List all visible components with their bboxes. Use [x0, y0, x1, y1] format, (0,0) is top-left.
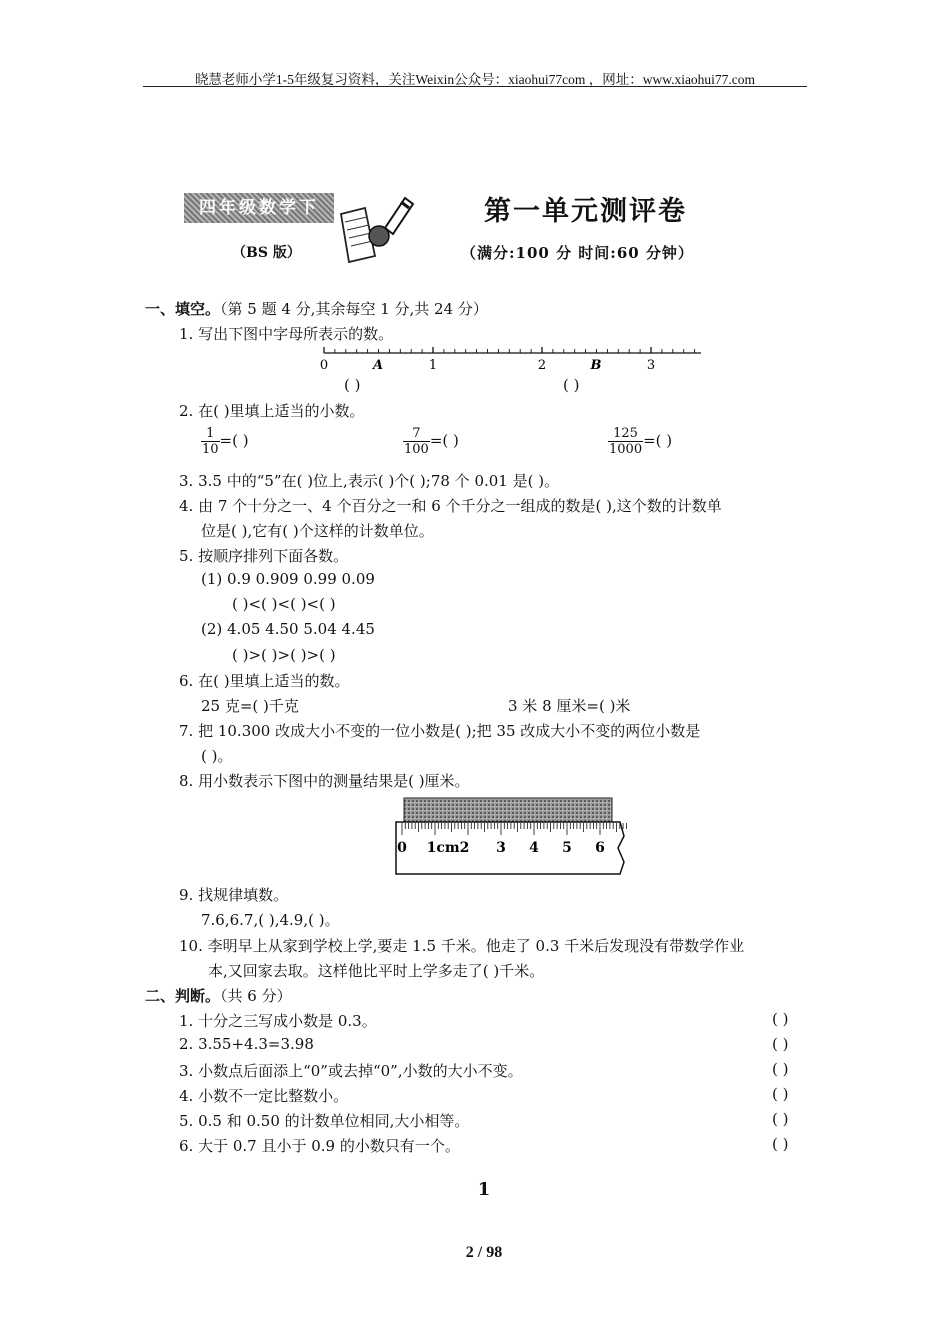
nl-label-3: 3 — [646, 358, 656, 373]
question-9: 9. 找规律填数。 — [179, 886, 289, 904]
nl-label-0: 0 — [319, 358, 329, 373]
question-7-line-2[interactable]: ( )。 — [201, 747, 233, 765]
edition-label: （BS 版） — [232, 245, 301, 261]
ruler-label-4: 4 — [529, 840, 539, 856]
judge-item-1: 1. 十分之三写成小数是 0.3。 — [179, 1012, 377, 1030]
judge-box-4[interactable]: ( ) — [772, 1085, 789, 1103]
judge-box-1[interactable]: ( ) — [772, 1010, 789, 1028]
section-2-note: （共 6 分） — [220, 987, 292, 1005]
header-divider — [143, 86, 807, 87]
judge-item-4: 4. 小数不一定比整数小。 — [179, 1087, 349, 1105]
q2-item-1 — [201, 426, 249, 457]
judge-item-6: 6. 大于 0.7 且小于 0.9 的小数只有一个。 — [179, 1137, 460, 1155]
question-8: 8. 用小数表示下图中的测量结果是( )厘米。 — [179, 772, 470, 790]
judge-box-6[interactable]: ( ) — [772, 1135, 789, 1153]
question-4-line-2: 位是( ),它有( )个这样的计数单位。 — [201, 522, 434, 540]
ruler-label-6: 6 — [595, 840, 605, 856]
q2-answer-3[interactable]: =( ) — [643, 431, 673, 450]
nl-label-2: 2 — [537, 358, 547, 373]
judge-item-2: 2. 3.55+4.3=3.98 — [179, 1035, 314, 1053]
numerator: 1 — [201, 426, 220, 442]
question-3: 3. 3.5 中的“5”在( )位上,表示( )个( );78 个 0.01 是( )。 — [179, 472, 560, 490]
q2-item-2 — [403, 426, 459, 457]
nl-label-b: B — [590, 358, 602, 373]
q5-set-2-answers[interactable]: ( )>( )>( )>( ) — [232, 646, 336, 664]
judge-item-5: 5. 0.5 和 0.50 的计数单位相同,大小相等。 — [179, 1112, 470, 1130]
question-5: 5. 按顺序排列下面各数。 — [179, 547, 349, 565]
denominator: 100 — [404, 442, 429, 457]
grade-badge: 四年级数学下 — [184, 193, 334, 223]
q6-item-a[interactable]: 25 克=( )千克 — [201, 697, 299, 715]
section-1-title: 一、填空。 — [145, 300, 221, 318]
q5-set-1: (1) 0.9 0.909 0.99 0.09 — [201, 570, 375, 588]
section-2-heading — [145, 985, 292, 1006]
ruler-label-0: 0 — [397, 840, 407, 856]
answer-b[interactable]: ( ) — [563, 376, 580, 394]
denominator: 1000 — [609, 442, 643, 457]
denominator: 10 — [202, 442, 219, 457]
section-1-note: （第 5 题 4 分,其余每空 1 分,共 24 分） — [220, 300, 488, 318]
question-10-line-1: 10. 李明早上从家到学校上学,要走 1.5 千米。他走了 0.3 千米后发现没有带数学作业 — [179, 937, 745, 955]
judge-box-5[interactable]: ( ) — [772, 1110, 789, 1128]
nl-label-1: 1 — [428, 358, 438, 373]
question-2: 2. 在( )里填上适当的小数。 — [179, 402, 365, 420]
section-2-title: 二、判断。 — [145, 987, 221, 1005]
q2-answer-1[interactable]: =( ) — [219, 431, 249, 450]
numerator: 7 — [403, 426, 430, 442]
section-1-heading — [145, 298, 488, 319]
question-7-line-1: 7. 把 10.300 改成大小不变的一位小数是( );把 35 改成大小不变的两位小数是 — [179, 722, 701, 740]
nl-label-a: A — [372, 358, 384, 373]
q5-set-2: (2) 4.05 4.50 5.04 4.45 — [201, 620, 375, 638]
question-1: 1. 写出下图中字母所表示的数。 — [179, 325, 394, 343]
q2-item-3 — [608, 426, 672, 457]
fraction — [201, 426, 220, 457]
q5-set-1-answers[interactable]: ( )<( )<( )<( ) — [232, 595, 336, 613]
book-pencil-illustration — [335, 184, 415, 264]
judge-box-3[interactable]: ( ) — [772, 1060, 789, 1078]
ruler-figure — [392, 796, 632, 878]
score-time: （满分:100 分 时间:60 分钟） — [461, 244, 694, 262]
page-number: 1 — [477, 1179, 491, 1200]
q2-answer-2[interactable]: =( ) — [429, 431, 459, 450]
question-6: 6. 在( )里填上适当的数。 — [179, 672, 350, 690]
question-10-line-2: 本,又回家去取。这样他比平时上学多走了( )千米。 — [208, 962, 545, 980]
answer-a[interactable]: ( ) — [344, 376, 361, 394]
judge-item-3: 3. 小数点后面添上“0”或去掉“0”,小数的大小不变。 — [179, 1062, 523, 1080]
q9-sequence[interactable]: 7.6,6.7,( ),4.9,( )。 — [201, 911, 340, 929]
fraction — [608, 426, 643, 457]
ruler-label-1cm2: 1cm2 — [426, 840, 470, 856]
fraction — [403, 426, 430, 457]
question-4-line-1: 4. 由 7 个十分之一、4 个百分之一和 6 个千分之一组成的数是( ),这个数的计数单 — [179, 497, 722, 515]
q6-item-b[interactable]: 3 米 8 厘米=( )米 — [508, 697, 631, 715]
measured-object — [404, 798, 612, 822]
number-line — [316, 344, 706, 374]
page-header-text: 晓慧老师小学1-5年级复习资料，关注Weixin公众号：xiaohui77com ，网址：www.xiaohui77.com — [194, 72, 756, 87]
page-count: 2 / 98 — [465, 1244, 503, 1261]
ruler-label-5: 5 — [562, 840, 572, 856]
numerator: 125 — [608, 426, 643, 442]
number-line-ticks — [324, 347, 695, 353]
page-title: 第一单元测评卷 — [484, 196, 687, 227]
ruler-label-3: 3 — [496, 840, 506, 856]
judge-box-2[interactable]: ( ) — [772, 1035, 789, 1053]
